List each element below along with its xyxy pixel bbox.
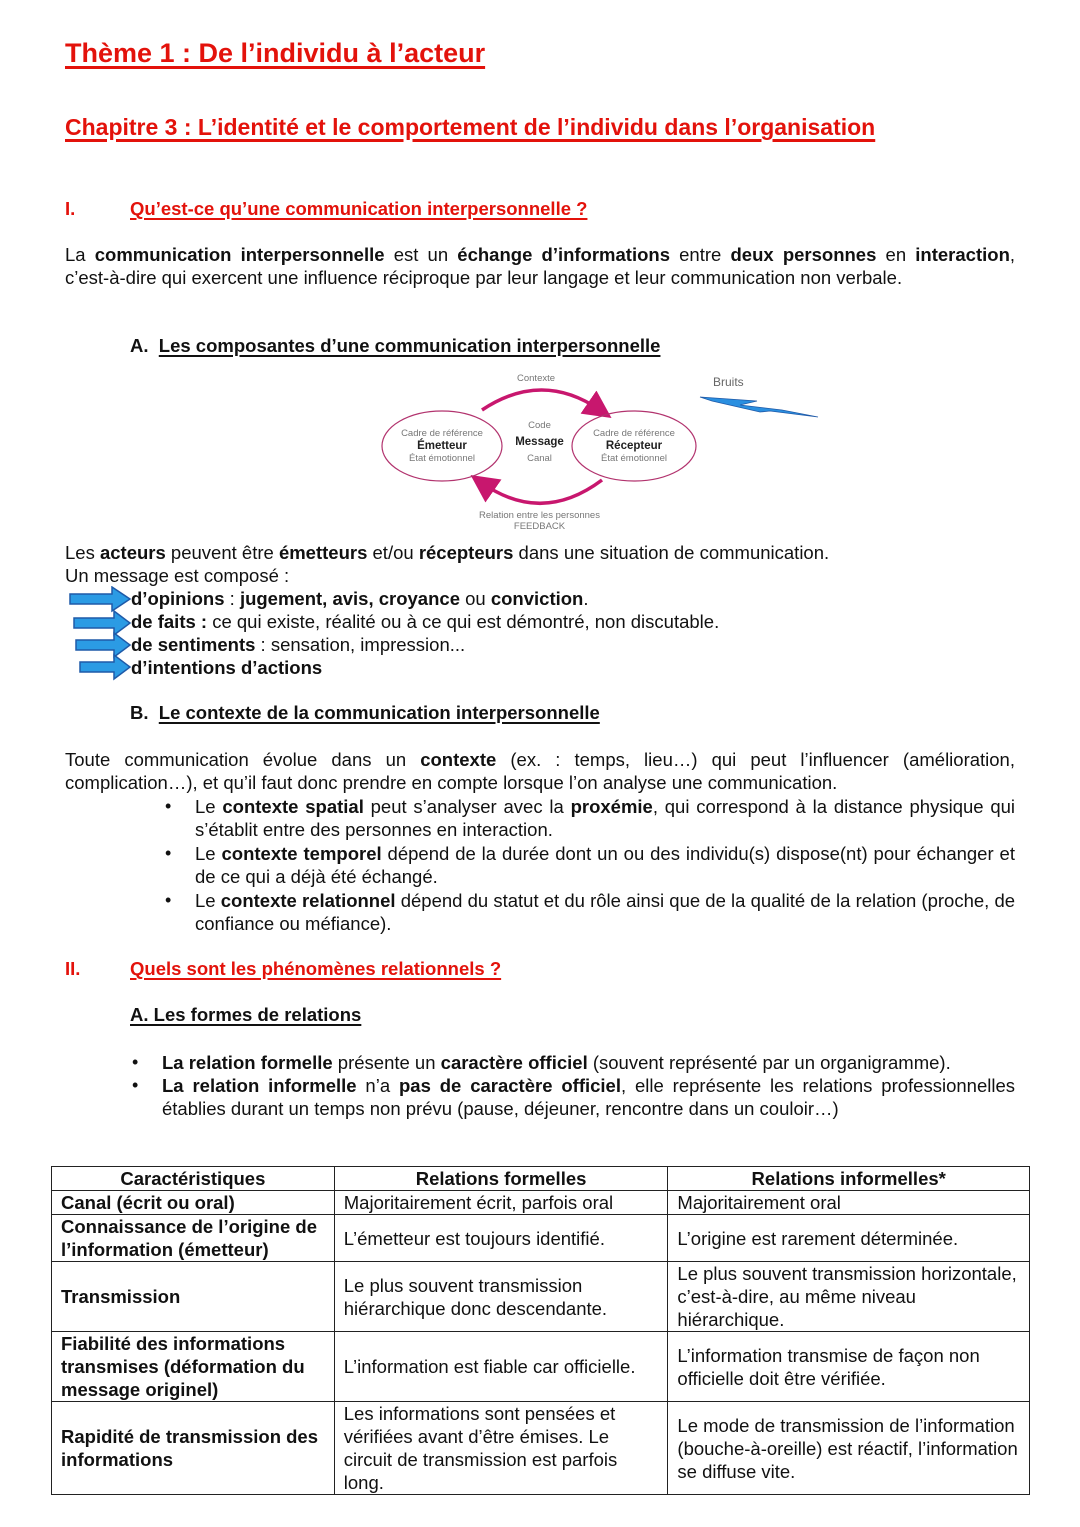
theme-title: Thème 1 : De l’individu à l’acteur xyxy=(65,38,486,68)
actors-sentence: Les acteurs peuvent être émetteurs et/ou récepteurs dans une situation de communication. xyxy=(65,542,830,563)
receiver-node: Cadre de référence Récepteur État émotionnel xyxy=(593,428,675,464)
message-item-feelings: de sentiments : sensation, impression... xyxy=(131,634,466,655)
table-cell: L’information est fiable car officielle. xyxy=(334,1332,668,1402)
context-list xyxy=(165,795,1016,935)
subsection-2a-heading: A. Les formes de relations xyxy=(130,1004,362,1025)
list-item: • La relation informelle n’a pas de caractère officiel, elle représente les relations professionnelles établies durant un temps non prévu (pause, déjeuner, rencontre dans un couloir…) xyxy=(132,1075,1015,1119)
table-row xyxy=(52,1191,1030,1215)
table-cell: Les informations sont pensées et vérifiées avant d’être émises. Le circuit de transmission est parfois long. xyxy=(334,1402,668,1495)
section-2-heading xyxy=(65,958,965,982)
communication-diagram xyxy=(372,365,832,535)
table-cell: Fiabilité des informations transmises (déformation du message originel) xyxy=(52,1332,335,1402)
table-cell: Connaissance de l’origine de l’information (émetteur) xyxy=(52,1215,335,1262)
relations-list xyxy=(132,1051,1015,1120)
message-item-facts: de faits : ce qui existe, réalité ou à ce qui est démontré, non discutable. xyxy=(131,611,720,632)
noise-label: Bruits xyxy=(713,375,744,389)
context-paragraph: Toute communication évolue dans un contexte (ex. : temps, lieu…) qui peut l’influencer (amélioration, complication…), et qu’il faut donc prendre en compte lorsque l’on analyse une communication. xyxy=(65,749,1015,793)
list-item: • Le contexte temporel dépend de la durée dont un ou des individu(s) dispose(nt) pour échanger et de ce qui a déjà été échangé. xyxy=(165,843,1015,887)
list-item: • Le contexte spatial peut s’analyser avec la proxémie, qui correspond à la distance physique qui s’établit entre des personnes en interaction. xyxy=(165,796,1016,840)
table-cell: Le mode de transmission de l’information (bouche-à-oreille) est réactif, l’information se diffuse vite. xyxy=(668,1402,1030,1495)
table-cell: Majoritairement écrit, parfois oral xyxy=(334,1191,668,1215)
table-row xyxy=(52,1332,1030,1402)
table-cell: Canal (écrit ou oral) xyxy=(52,1191,335,1215)
message-item-intentions: d’intentions d’actions xyxy=(131,657,323,678)
message-node: Code Message Canal xyxy=(515,420,564,464)
emitter-node: Cadre de référence Émetteur État émotionnel xyxy=(401,428,483,464)
table-cell: L’émetteur est toujours identifié. xyxy=(334,1215,668,1262)
section-title: Quels sont les phénomènes relationnels ? xyxy=(130,958,502,979)
section-number: I. xyxy=(65,198,76,219)
table-cell: Transmission xyxy=(52,1262,335,1332)
chapter-title: Chapitre 3 : L’identité et le comportement de l’individu dans l’organisation xyxy=(65,114,876,140)
table-cell: Le plus souvent transmission hiérarchique donc descendante. xyxy=(334,1262,668,1332)
message-intro: Un message est composé : xyxy=(65,565,290,586)
blue-arrows-icon xyxy=(68,586,134,692)
subsection-b-heading: B. Le contexte de la communication interpersonnelle xyxy=(130,702,600,723)
table-cell: Majoritairement oral xyxy=(668,1191,1030,1215)
table-row xyxy=(52,1215,1030,1262)
subsection-a-heading: A. Les composantes d’une communication interpersonnelle xyxy=(130,335,661,356)
table-row xyxy=(52,1402,1030,1495)
column-header: Relations informelles* xyxy=(668,1167,1030,1191)
table-cell: L’information transmise de façon non officielle doit être vérifiée. xyxy=(668,1332,1030,1402)
column-header: Caractéristiques xyxy=(52,1167,335,1191)
column-header: Relations formelles xyxy=(334,1167,668,1191)
table-cell: Rapidité de transmission des informations xyxy=(52,1402,335,1495)
relations-table xyxy=(51,1166,1030,1495)
section-title: Qu’est-ce qu’une communication interpersonnelle ? xyxy=(130,198,588,219)
list-item: • Le contexte relationnel dépend du statut et du rôle ainsi que de la qualité de la relation (proche, de confiance ou méfiance). xyxy=(165,890,1016,934)
definition-paragraph: La communication interpersonnelle est un échange d’informations entre deux personnes en interaction, c’est-à-dire qui exercent une influence réciproque par leur langage et leur communication non verbale. xyxy=(65,244,1016,288)
table-cell: Le plus souvent transmission horizontale, c’est-à-dire, au même niveau hiérarchique. xyxy=(668,1262,1030,1332)
table-header-row xyxy=(52,1167,1030,1191)
feedback-label: Relation entre les personnes FEEDBACK xyxy=(479,510,600,532)
section-1-heading xyxy=(65,198,965,222)
table-cell: L’origine est rarement déterminée. xyxy=(668,1215,1030,1262)
table-row xyxy=(52,1262,1030,1332)
section-number: II. xyxy=(65,958,81,979)
context-label: Contexte xyxy=(517,373,556,384)
message-item-opinions: d’opinions : jugement, avis, croyance ou conviction. xyxy=(131,588,589,609)
list-item: • La relation formelle présente un caractère officiel (souvent représenté par un organigramme). xyxy=(132,1052,951,1073)
